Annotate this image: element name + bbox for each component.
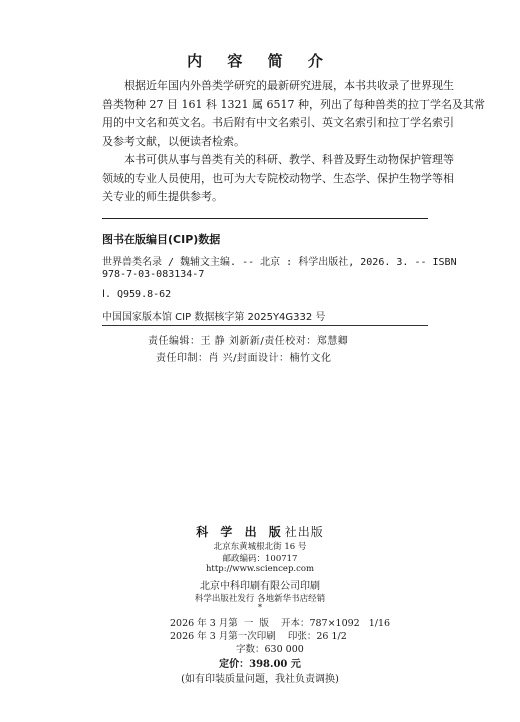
word-count: 字数：630 000: [236, 644, 304, 655]
intro-line: 关专业的师生提供参考。: [102, 190, 223, 203]
page-title: 内 容 简 介: [187, 52, 333, 70]
intro-line: 兽类物种 27 目 161 科 1321 属 6517 种，列出了每种兽类的拉丁学名及其常: [102, 97, 485, 111]
cip-line: Ⅰ. Q959.8-62: [102, 289, 172, 300]
cip-heading: 图书在版编目(CIP)数据: [102, 233, 221, 246]
intro-line: 领域的专业人员使用，也可为大专院校动物学、生态学、保护生物学等相: [102, 171, 454, 185]
publisher-address: 北京东黄城根北街 16 号: [213, 542, 307, 552]
printing-credit: 责任印制：肖 兴/封面设计：楠竹文化: [156, 353, 332, 364]
price-line: 定价：398.00 元: [219, 659, 301, 670]
publisher-name-text: 科 学 出 版: [196, 525, 285, 539]
print-line: 2026 年 3 月第一次印刷 印张：26 1/2: [170, 631, 347, 642]
intro-paragraph-1: [102, 77, 485, 151]
cip-line: 世界兽类名录 / 魏辅文主编. -- 北京 : 科学出版社, 2026. 3. -- ISBN: [102, 257, 457, 268]
publisher-name: [0, 523, 520, 540]
intro-line: 及参考文献，以便读者检索。: [102, 134, 245, 148]
cip-bottom-rule: [102, 325, 428, 326]
intro-paragraph-2: [102, 151, 454, 207]
intro-line: 根据近年国内外兽类学研究的最新研究进展，本书共收录了世界现生: [124, 79, 454, 92]
editor-credit: 责任编辑：王 静 刘新新/责任校对：郑慧卿: [148, 336, 349, 347]
distribution-line: 科学出版社发行 各地新华书店经销: [194, 594, 326, 604]
publisher-website: http://www.sciencep.com: [205, 564, 315, 574]
publisher-suffix: 社出版: [284, 525, 324, 539]
printer-line: 北京中科印刷有限公司印刷: [200, 581, 320, 592]
cip-top-rule: [102, 218, 428, 219]
cip-line: 978-7-03-083134-7: [102, 269, 205, 280]
divider-star: *: [257, 603, 263, 613]
intro-line: 本书可供从事与兽类有关的科研、教学、科普及野生动物保护管理等: [124, 153, 454, 166]
quality-note: (如有印装质量问题，我社负责调换): [181, 674, 339, 685]
cip-line: 中国国家版本馆 CIP 数据核字第 2025Y4G332 号: [102, 312, 326, 323]
intro-line: 用的中文名和英文名。书后附有中文名索引、英文名索引和拉丁学名索引: [102, 116, 454, 129]
edition-line: 2026 年 3 月第 一 版 开本：787×1092 1/16: [170, 618, 391, 629]
publisher-postcode: 邮政编码：100717: [222, 554, 298, 564]
